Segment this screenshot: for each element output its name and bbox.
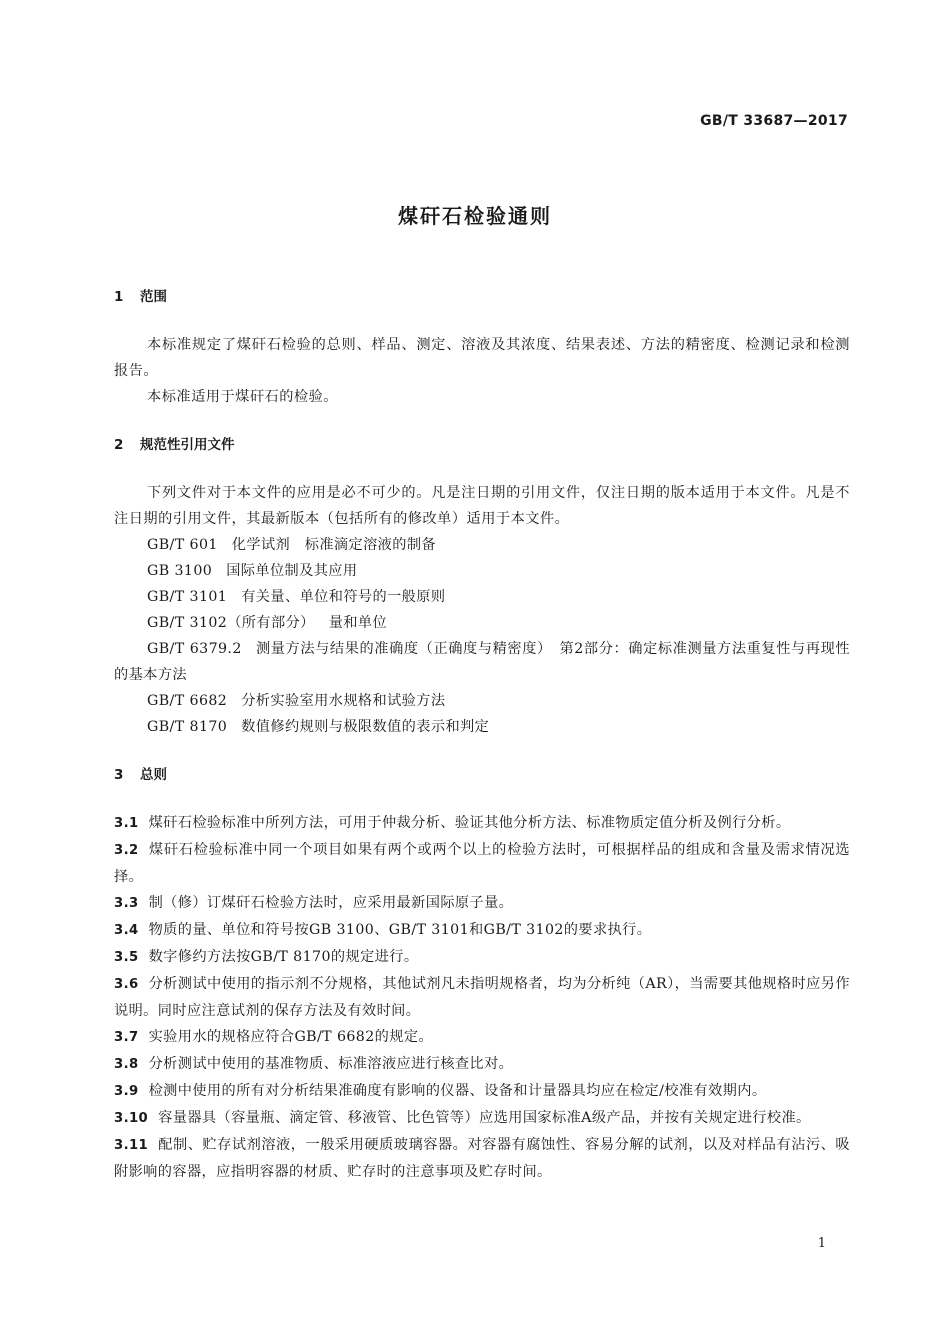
reference-code: GB/T 3102（所有部分） bbox=[147, 615, 315, 631]
reference-title: 数值修约规则与极限数值的表示和判定 bbox=[241, 719, 490, 735]
clause-number: 3.8 bbox=[114, 1057, 139, 1072]
reference-title: 国际单位制及其应用 bbox=[226, 563, 358, 579]
clause bbox=[114, 1024, 850, 1051]
clause-text: 数字修约方法按GB/T 8170的规定进行。 bbox=[148, 949, 419, 965]
paragraph: 本标准规定了煤矸石检验的总则、样品、测定、溶液及其浓度、结果表述、方法的精密度、检测记录和检测报告。 bbox=[114, 337, 850, 379]
reference-item bbox=[114, 688, 850, 714]
reference-item bbox=[114, 610, 850, 636]
clause bbox=[114, 810, 850, 837]
section-heading-scope bbox=[114, 284, 850, 310]
section-title: 总则 bbox=[140, 767, 167, 783]
clause-number: 3.4 bbox=[114, 923, 139, 938]
clause-text: 容量器具（容量瓶、滴定管、移液管、比色管等）应选用国家标准A级产品，并按有关规定进行校准。 bbox=[158, 1110, 811, 1126]
clause bbox=[114, 1132, 850, 1185]
clause-text: 煤矸石检验标准中所列方法，可用于仲裁分析、验证其他分析方法、标准物质定值分析及例行分析。 bbox=[148, 815, 791, 831]
clause-text: 分析测试中使用的基准物质、标准溶液应进行核查比对。 bbox=[148, 1056, 514, 1072]
section-heading-general-rules bbox=[114, 762, 850, 788]
reference-title: 化学试剂 标准滴定溶液的制备 bbox=[231, 537, 437, 553]
clause-text: 实验用水的规格应符合GB/T 6682的规定。 bbox=[148, 1029, 434, 1045]
clause-number: 3.11 bbox=[114, 1138, 149, 1153]
reference-title: 有关量、单位和符号的一般原则 bbox=[241, 589, 446, 605]
clause bbox=[114, 1051, 850, 1078]
standard-code: GB/T 33687—2017 bbox=[700, 113, 848, 129]
paragraph: 下列文件对于本文件的应用是必不可少的。凡是注日期的引用文件，仅注日期的版本适用于本文件。凡是不注日期的引用文件，其最新版本（包括所有的修改单）适用于本文件。 bbox=[114, 485, 850, 527]
document-title: 煤矸石检验通则 bbox=[398, 204, 552, 228]
clause-text: 物质的量、单位和符号按GB 3100、GB/T 3101和GB/T 3102的要求执行。 bbox=[148, 922, 652, 938]
reference-title: 测量方法与结果的准确度（正确度与精密度） 第2部分：确定标准测量方法重复性与再现性的基本方法 bbox=[114, 641, 850, 683]
clause-text: 煤矸石检验标准中同一个项目如果有两个或两个以上的检验方法时，可根据样品的组成和含量及需求情况选择。 bbox=[114, 842, 850, 885]
paragraph: 本标准适用于煤矸石的检验。 bbox=[147, 389, 338, 405]
clause-text: 制（修）订煤矸石检验方法时，应采用最新国际原子量。 bbox=[148, 895, 514, 911]
section-heading-normative-references bbox=[114, 432, 850, 458]
reference-item bbox=[114, 714, 850, 740]
section-number: 2 bbox=[114, 437, 124, 453]
clause-text: 分析测试中使用的指示剂不分规格，其他试剂凡未指明规格者，均为分析纯（AR），当需要其他规格时应另作说明。同时应注意试剂的保存方法及有效时间。 bbox=[114, 976, 850, 1019]
reference-title: 量和单位 bbox=[328, 615, 388, 631]
clause-number: 3.1 bbox=[114, 816, 139, 831]
clause-number: 3.9 bbox=[114, 1084, 139, 1099]
clause-text: 配制、贮存试剂溶液，一般采用硬质玻璃容器。对容器有腐蚀性、容易分解的试剂，以及对样品有沾污、吸附影响的容器，应指明容器的材质、贮存时的注意事项及贮存时间。 bbox=[114, 1137, 850, 1180]
reference-code: GB/T 6379.2 bbox=[147, 641, 242, 657]
section-title: 范围 bbox=[140, 289, 167, 305]
reference-item bbox=[114, 558, 850, 584]
reference-code: GB/T 601 bbox=[147, 537, 218, 553]
reference-code: GB 3100 bbox=[147, 563, 213, 579]
clause bbox=[114, 944, 850, 971]
clause-number: 3.3 bbox=[114, 896, 139, 911]
clause bbox=[114, 890, 850, 917]
section-number: 1 bbox=[114, 289, 124, 305]
page-number: 1 bbox=[817, 1236, 826, 1251]
clause bbox=[114, 971, 850, 1024]
reference-code: GB/T 8170 bbox=[147, 719, 228, 735]
clause bbox=[114, 917, 850, 944]
clause-number: 3.5 bbox=[114, 950, 139, 965]
section-number: 3 bbox=[114, 767, 124, 783]
reference-code: GB/T 6682 bbox=[147, 693, 228, 709]
reference-code: GB/T 3101 bbox=[147, 589, 228, 605]
clause-number: 3.2 bbox=[114, 843, 139, 858]
clause-text: 检测中使用的所有对分析结果准确度有影响的仪器、设备和计量器具均应在检定/校准有效期内。 bbox=[148, 1083, 767, 1099]
clause-number: 3.7 bbox=[114, 1030, 139, 1045]
reference-title: 分析实验室用水规格和试验方法 bbox=[241, 693, 446, 709]
clause-number: 3.6 bbox=[114, 977, 139, 992]
clause-number: 3.10 bbox=[114, 1111, 149, 1126]
reference-item bbox=[114, 532, 850, 558]
document-body bbox=[114, 284, 850, 1185]
clause bbox=[114, 837, 850, 890]
reference-item bbox=[114, 636, 850, 688]
section-title: 规范性引用文件 bbox=[140, 437, 235, 453]
reference-item bbox=[114, 584, 850, 610]
clause bbox=[114, 1105, 850, 1132]
clause bbox=[114, 1078, 850, 1105]
